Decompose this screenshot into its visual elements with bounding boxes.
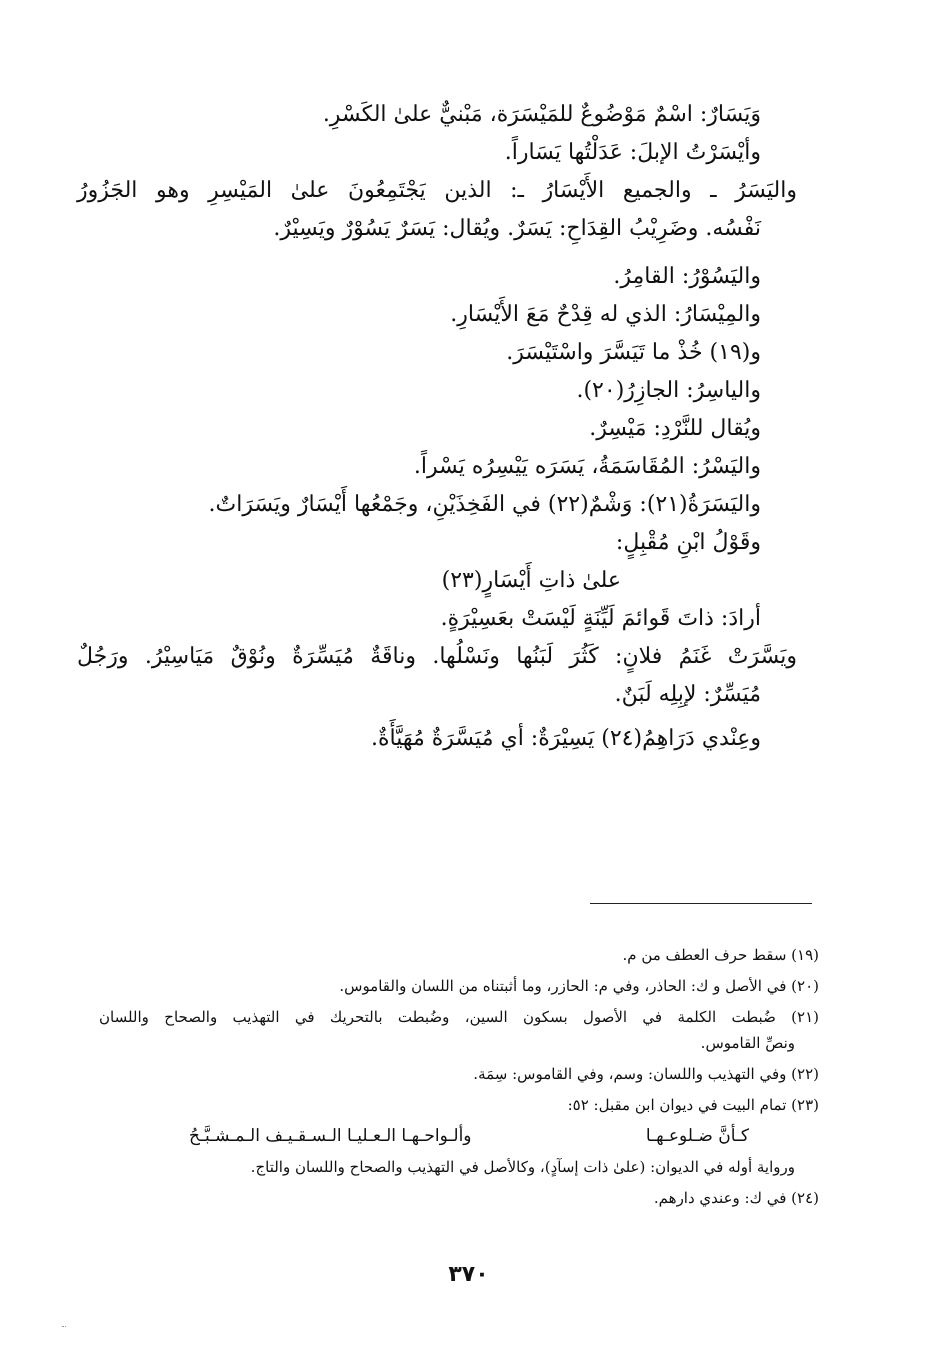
page-number: ٣٧٠: [448, 1262, 489, 1287]
text-line: نَفْسُه. وضَرِيْبُ القِدَاحِ: يَسَرٌ. ويُقال: يَسَرٌ يَسُوْرٌ ويَسِيْرٌ.: [273, 216, 761, 241]
footnote-verse: [189, 1125, 749, 1147]
text-line: وعِنْدي دَرَاهِمُ(٢٤) يَسِيْرَةٌ: أي مُيَسَّرَةٌ مُهَيَّأَةٌ.: [370, 726, 761, 751]
footnote-20: (٢٠) في الأصل و ك: الحاذر، وفي م: الحازر، وما أثبتناه من اللسان والقاموس.: [339, 977, 819, 995]
footnote-21: (٢١) ضُبطت الكلمة في الأصول بسكون السين، وضُبطت بالتحريك في التهذيب والصحاح واللسان: [99, 1008, 819, 1026]
text-line: واليَسُوْرُ: القامِرُ.: [613, 264, 761, 289]
verse-hemistich-first: كـأنَّ ضـلوعـهـا: [645, 1126, 749, 1146]
footnote-23-continued: ورواية أوله في الديوان: (علىٰ ذات إسآدٍ)، وكالأصل في التهذيب والصحاح واللسان والتاج.: [250, 1158, 795, 1176]
footnotes: [99, 944, 819, 1218]
footnote-19: (١٩) سقط حرف العطف من م.: [622, 946, 819, 964]
verse-hemistich-second: وألـواحـهـا الـعـليـا الـسـقـيـف الـمـشـبَّـحُ: [189, 1126, 472, 1146]
scan-edge-mark: [62, 1326, 66, 1327]
text-line: وقَوْلُ ابْنِ مُقْبِلٍ:: [615, 530, 761, 555]
text-line: ويَسَّرَتْ غَنَمُ فلانٍ: كَثُرَ لَبَنُها ونَسْلُها. وناقَةٌ مُيَسِّرَةٌ ونُوْقٌ مَيَاسِيْرُ. ورَجُلٌ: [77, 644, 797, 669]
footnote-22: (٢٢) وفي التهذيب واللسان: وسم، وفي القاموس: سِمَة.: [473, 1065, 819, 1083]
text-line: وَيَسَارٌ: اسْمٌ مَوْضُوعٌ للمَيْسَرَة، مَبْنيٌّ علىٰ الكَسْرِ.: [322, 102, 761, 127]
footnote-24: (٢٤) في ك: وعندي دارهم.: [653, 1189, 819, 1207]
text-line: والمِيْسَارُ: الذي له قِدْحٌ مَعَ الأَيْسَارِ.: [450, 302, 761, 327]
footnote-21-continued: ونصِّ القاموس.: [700, 1034, 795, 1052]
text-line: وأيْسَرْتُ الإبلَ: عَدَلْتُها يَسَاراً.: [504, 140, 761, 165]
text-line: والياسِرُ: الجازِرُ(٢٠).: [576, 378, 761, 403]
text-line: واليَسَرَةُ(٢١): وَشْمٌ(٢٢) في الفَخِذَيْنِ، وجَمْعُها أَيْسَارٌ ويَسَرَاتٌ.: [208, 492, 761, 517]
main-text: [77, 98, 797, 760]
footnote-separator: [590, 903, 812, 904]
text-line: و(١٩) خُذْ ما تَيَسَّرَ واسْتَيْسَرَ.: [506, 340, 761, 365]
text-line: مُيَسِّرٌ: لإبِلِه لَبَنٌ.: [614, 682, 761, 707]
poem-fragment: علىٰ ذاتِ أَيْسَارٍ(٢٣): [441, 568, 621, 593]
text-line: أرادَ: ذاتَ قَوائمَ لَيِّنَةٍ لَيْسَتْ بعَسِيْرَةٍ.: [440, 606, 761, 631]
text-line: واليَسَرُ ـ والجميع الأَيْسَارُ ـ: الذين يَجْتَمِعُونَ علىٰ المَيْسِرِ وهو الجَزُورُ: [77, 178, 797, 203]
footnote-23: (٢٣) تمام البيت في ديوان ابن مقبل: ٥٢:: [567, 1096, 819, 1114]
text-line: ويُقال للنَّرْدِ: مَيْسِرٌ.: [589, 416, 761, 441]
text-line: واليَسْرُ: المُقَاسَمَةُ، يَسَرَه يَيْسِرُه يَسْراً.: [413, 454, 761, 479]
